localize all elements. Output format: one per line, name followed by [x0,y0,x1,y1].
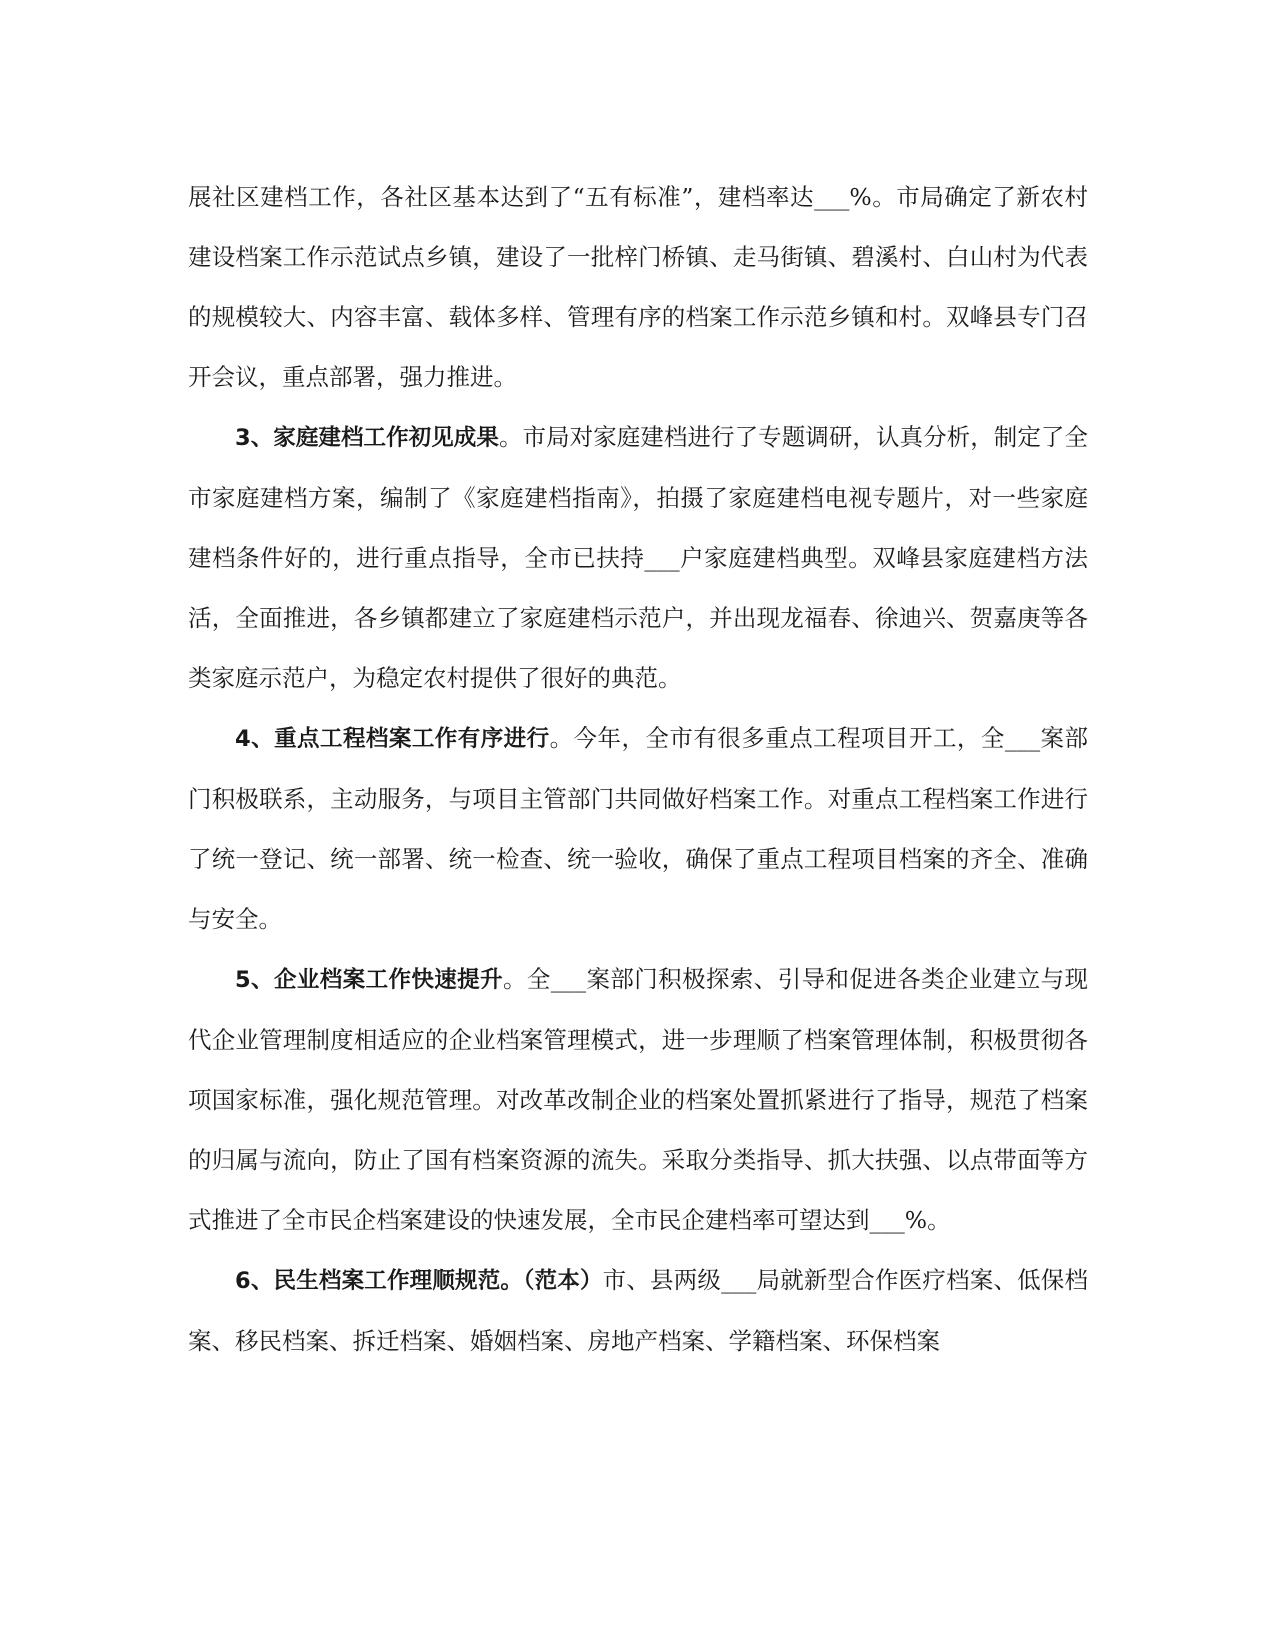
paragraph-key-projects [188,708,1088,949]
section-heading: 6、民生档案工作理顺规范。（范本） [235,1268,603,1294]
document-body [188,167,1088,1371]
paragraph-text: 市、县两级___局就新型合作医疗档案、低保档案、移民档案、拆迁档案、婚姻档案、房地产档案、学籍档案、环保档案 [188,1266,1089,1355]
paragraph-enterprise-archiving [188,949,1088,1250]
paragraph-family-archiving [188,407,1088,708]
section-heading: 3、家庭建档工作初见成果 [235,425,499,451]
paragraph-text: 。今年，全市有很多重点工程项目开工，全___案部门积极联系，主动服务，与项目主管部门共同做好档案工作。对重点工程档案工作进行了统一登记、统一部署、统一检查、统一验收，确保了重点工程项目档案的齐全、准确与安全。 [188,724,1088,933]
section-heading: 5、企业档案工作快速提升 [235,967,503,993]
paragraph-text: 展社区建档工作，各社区基本达到了“五有标准”，建档率达___%。市局确定了新农村建设档案工作示范试点乡镇，建设了一批梓门桥镇、走马街镇、碧溪村、白山村为代表的规模较大、内容丰富、载体多样、管理有序的档案工作示范乡镇和村。双峰县专门召开会议，重点部署，强力推进。 [188,183,1088,391]
paragraph-text: 。市局对家庭建档进行了专题调研，认真分析，制定了全市家庭建档方案，编制了《家庭建档指南》，拍摄了家庭建档电视专题片，对一些家庭建档条件好的，进行重点指导，全市已扶持___户家庭建档典型。双峰县家庭建档方法活，全面推进，各乡镇都建立了家庭建档示范户，并出现龙福春、徐迪兴、贺嘉庚等各类家庭示范户，为稳定农村提供了很好的典范。 [188,423,1088,692]
section-heading: 4、重点工程档案工作有序进行 [235,726,550,752]
paragraph-text: 。全___案部门积极探索、引导和促进各类企业建立与现代企业管理制度相适应的企业档案管理模式，进一步理顺了档案管理体制，积极贯彻各项国家标准，强化规范管理。对改革改制企业的档案处置抓紧进行了指导，规范了档案的归属与流向，防止了国有档案资源的流失。采取分类指导、抓大扶强、以点带面等方式推进了全市民企档案建设的快速发展，全市民企建档率可望达到___%。 [188,965,1089,1234]
paragraph-community-archiving [188,167,1088,407]
paragraph-livelihood-archiving [188,1250,1088,1371]
